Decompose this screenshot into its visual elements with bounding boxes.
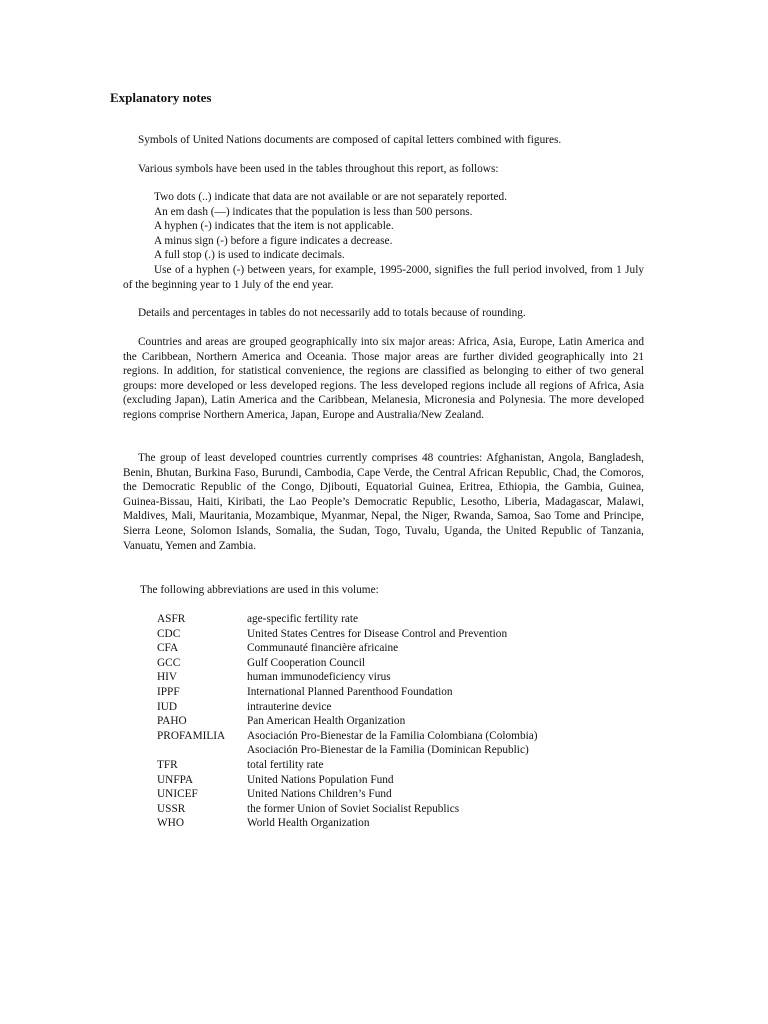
abbreviation-term: ASFR [157, 613, 186, 625]
abbreviation-definition: United States Centres for Disease Control and Prevention [247, 627, 508, 640]
abbreviation-term: PAHO [157, 715, 187, 728]
abbreviation-definition: World Health Organization [247, 817, 370, 830]
abbreviation-definition: Pan American Health Organization [247, 715, 406, 728]
abbreviation-row [157, 743, 538, 758]
abbreviation-definition: Asociación Pro-Bienestar de la Familia Colombiana (Colombia) [247, 729, 538, 742]
paragraph-symbols-intro: Symbols of United Nations documents are composed of capital letters combined with figures. [138, 134, 562, 146]
symbol-item: An em dash (—) indicates that the population is less than 500 persons. [154, 205, 473, 218]
abbreviation-row [157, 773, 538, 788]
abbreviation-term: IPPF [157, 685, 180, 698]
symbol-item: A hyphen (-) indicates that the item is not applicable. [154, 220, 394, 233]
abbreviation-term: UNICEF [157, 788, 198, 801]
abbreviation-definition: International Planned Parenthood Foundation [247, 685, 453, 698]
abbreviation-definition: age-specific fertility rate [247, 613, 359, 625]
abbreviation-term: HIV [157, 671, 178, 684]
abbreviation-term: USSR [157, 802, 186, 815]
abbreviation-definition: human immunodeficiency virus [247, 671, 391, 684]
abbreviation-row [157, 656, 538, 671]
abbreviation-term: PROFAMILIA [157, 729, 226, 742]
abbreviation-definition: Communauté financière africaine [247, 642, 399, 655]
symbol-item: A full stop (.) is used to indicate decimals. [154, 249, 345, 262]
abbreviation-row [157, 802, 538, 817]
abbreviation-row [157, 612, 538, 627]
abbreviation-row [157, 670, 538, 685]
symbol-item: A minus sign (-) before a figure indicates a decrease. [154, 234, 393, 247]
abbreviations-list [157, 612, 538, 831]
abbreviation-definition: total fertility rate [247, 758, 324, 771]
abbreviation-row [157, 641, 538, 656]
abbreviation-row [157, 700, 538, 715]
abbreviation-row [157, 758, 538, 773]
paragraph-symbols-used: Various symbols have been used in the tables throughout this report, as follows: [138, 163, 499, 175]
abbreviation-row [157, 714, 538, 729]
symbol-item: Two dots (..) indicate that data are not available or are not separately reported. [154, 191, 508, 203]
abbreviation-term: GCC [157, 656, 181, 669]
abbreviations-intro: The following abbreviations are used in this volume: [140, 584, 379, 596]
abbreviation-definition: the former Union of Soviet Socialist Republics [247, 802, 460, 815]
paragraph-regions: Countries and areas are grouped geographically into six major areas: Africa, Asia, Europe, Latin America and the Caribbean, Northern America and Oceania. Those major areas are further divided geographically into 21 regions. In addition, for statistical convenience, the regions are classified as belonging to either of two general groups: more developed or less developed regions. The less developed regions include all regions of Africa, Asia (excluding Japan), Latin America and the Caribbean, Melanesia, Micronesia and Polynesia. The more developed regions comprise Northern America, Japan, Europe and Australia/New Zealand. [123, 336, 644, 421]
abbreviation-row [157, 787, 538, 802]
page-title: Explanatory notes [110, 90, 212, 105]
abbreviation-row [157, 685, 538, 700]
abbreviation-definition: Gulf Cooperation Council [247, 656, 365, 669]
paragraph-rounding: Details and percentages in tables do not necessarily add to totals because of rounding. [138, 307, 526, 319]
abbreviation-definition: Asociación Pro-Bienestar de la Familia (Dominican Republic) [247, 744, 529, 757]
abbreviation-term [157, 743, 247, 758]
abbreviation-definition: intrauterine device [247, 700, 332, 713]
abbreviation-row [157, 729, 538, 744]
abbreviation-term: TFR [157, 758, 178, 771]
abbreviation-term: CFA [157, 642, 179, 655]
abbreviation-definition: United Nations Population Fund [247, 773, 394, 786]
abbreviation-row [157, 816, 538, 831]
abbreviation-term: IUD [157, 700, 178, 713]
abbreviation-term: CDC [157, 627, 181, 640]
abbreviation-definition: United Nations Children’s Fund [247, 788, 392, 801]
abbreviation-row [157, 627, 538, 642]
symbol-item-years: Use of a hyphen (-) between years, for example, 1995-2000, signifies the full period involved, from 1 July of the beginning year to 1 July of the end year. [123, 263, 644, 291]
symbols-list [123, 190, 644, 292]
abbreviation-term: UNFPA [157, 773, 194, 786]
abbreviation-term: WHO [157, 817, 184, 830]
paragraph-least-developed: The group of least developed countries currently comprises 48 countries: Afghanistan, Angola, Bangladesh, Benin, Bhutan, Burkina Faso, Burundi, Cambodia, Cape Verde, the Central African Republic, Chad, the Comoros, the Democratic Republic of the Congo, Djibouti, Equatorial Guinea, Eritrea, Ethiopia, the Gambia, Guinea, Guinea-Bissau, Haiti, Kiribati, the Lao People’s Democratic Republic, Lesotho, Liberia, Madagascar, Malawi, Maldives, Mali, Mauritania, Mozambique, Myanmar, Nepal, the Niger, Rwanda, Samoa, Sao Tome and Principe, Sierra Leone, Solomon Islands, Somalia, the Sudan, Togo, Tuvalu, Uganda, the United Republic of Tanzania, Vanuatu, Yemen and Zambia. [123, 452, 644, 552]
